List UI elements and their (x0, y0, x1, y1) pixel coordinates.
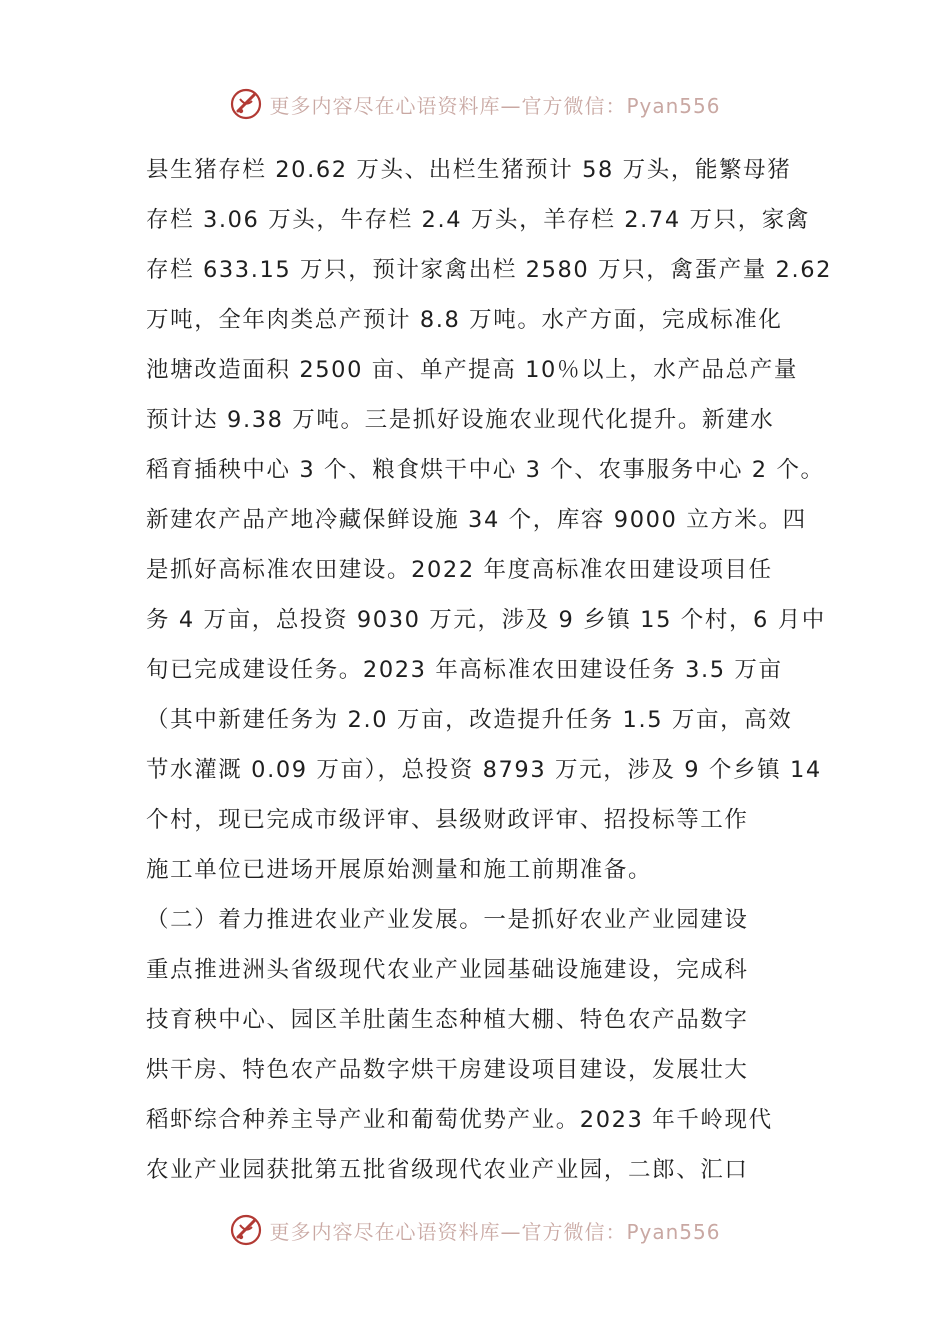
text-line: 农业产业园获批第五批省级现代农业产业园，二郎、汇口 (146, 1157, 749, 1183)
text-line: 技育秧中心、园区羊肚菌生态种植大棚、特色农产品数字 (146, 1007, 749, 1033)
document-body (146, 145, 833, 1195)
watermark-text: 更多内容尽在心语资料库—官方微信：Pyan556 (269, 1219, 721, 1244)
watermark-text: 更多内容尽在心语资料库—官方微信：Pyan556 (269, 93, 721, 118)
text-line: （其中新建任务为 2.0 万亩，改造提升任务 1.5 万亩，高效 (146, 707, 793, 733)
text-line: 重点推进洲头省级现代农业产业园基础设施建设，完成科 (146, 957, 749, 983)
text-line: 稻虾综合种养主导产业和葡萄优势产业。2023 年千岭现代 (146, 1107, 773, 1133)
text-line: 新建农产品产地冷藏保鲜设施 34 个，库容 9000 立方米。四 (146, 507, 807, 533)
text-line: 存栏 3.06 万头，牛存栏 2.4 万头，羊存栏 2.74 万只，家禽 (146, 207, 810, 233)
footer-watermark (0, 1210, 950, 1250)
header-watermark (0, 84, 950, 124)
text-line: 务 4 万亩，总投资 9030 万元，涉及 9 乡镇 15 个村，6 月中 (146, 607, 826, 633)
text-line: 烘干房、特色农产品数字烘干房建设项目建设，发展壮大 (146, 1057, 749, 1083)
text-line: 万吨，全年肉类总产预计 8.8 万吨。水产方面，完成标准化 (146, 307, 783, 333)
seal-logo-icon (229, 1213, 263, 1247)
text-line: 池塘改造面积 2500 亩、单产提高 10％以上，水产品总产量 (146, 357, 798, 383)
text-line: 预计达 9.38 万吨。三是抓好设施农业现代化提升。新建水 (146, 407, 775, 433)
seal-logo-icon (229, 87, 263, 121)
text-line: 旬已完成建设任务。2023 年高标准农田建设任务 3.5 万亩 (146, 657, 783, 683)
text-line: 是抓好高标准农田建设。2022 年度高标准农田建设项目任 (146, 557, 773, 583)
section-heading-line: （二）着力推进农业产业发展。一是抓好农业产业园建设 (146, 907, 749, 933)
text-line: 施工单位已进场开展原始测量和施工前期准备。 (146, 857, 653, 883)
text-line: 节水灌溉 0.09 万亩），总投资 8793 万元，涉及 9 个乡镇 14 (146, 757, 822, 783)
text-line: 稻育插秧中心 3 个、粮食烘干中心 3 个、农事服务中心 2 个。 (146, 457, 825, 483)
text-line: 个村，现已完成市级评审、县级财政评审、招投标等工作 (146, 807, 749, 833)
text-line: 县生猪存栏 20.62 万头、出栏生猪预计 58 万头，能繁母猪 (146, 157, 792, 183)
text-line: 存栏 633.15 万只，预计家禽出栏 2580 万只，禽蛋产量 2.62 (146, 257, 833, 283)
